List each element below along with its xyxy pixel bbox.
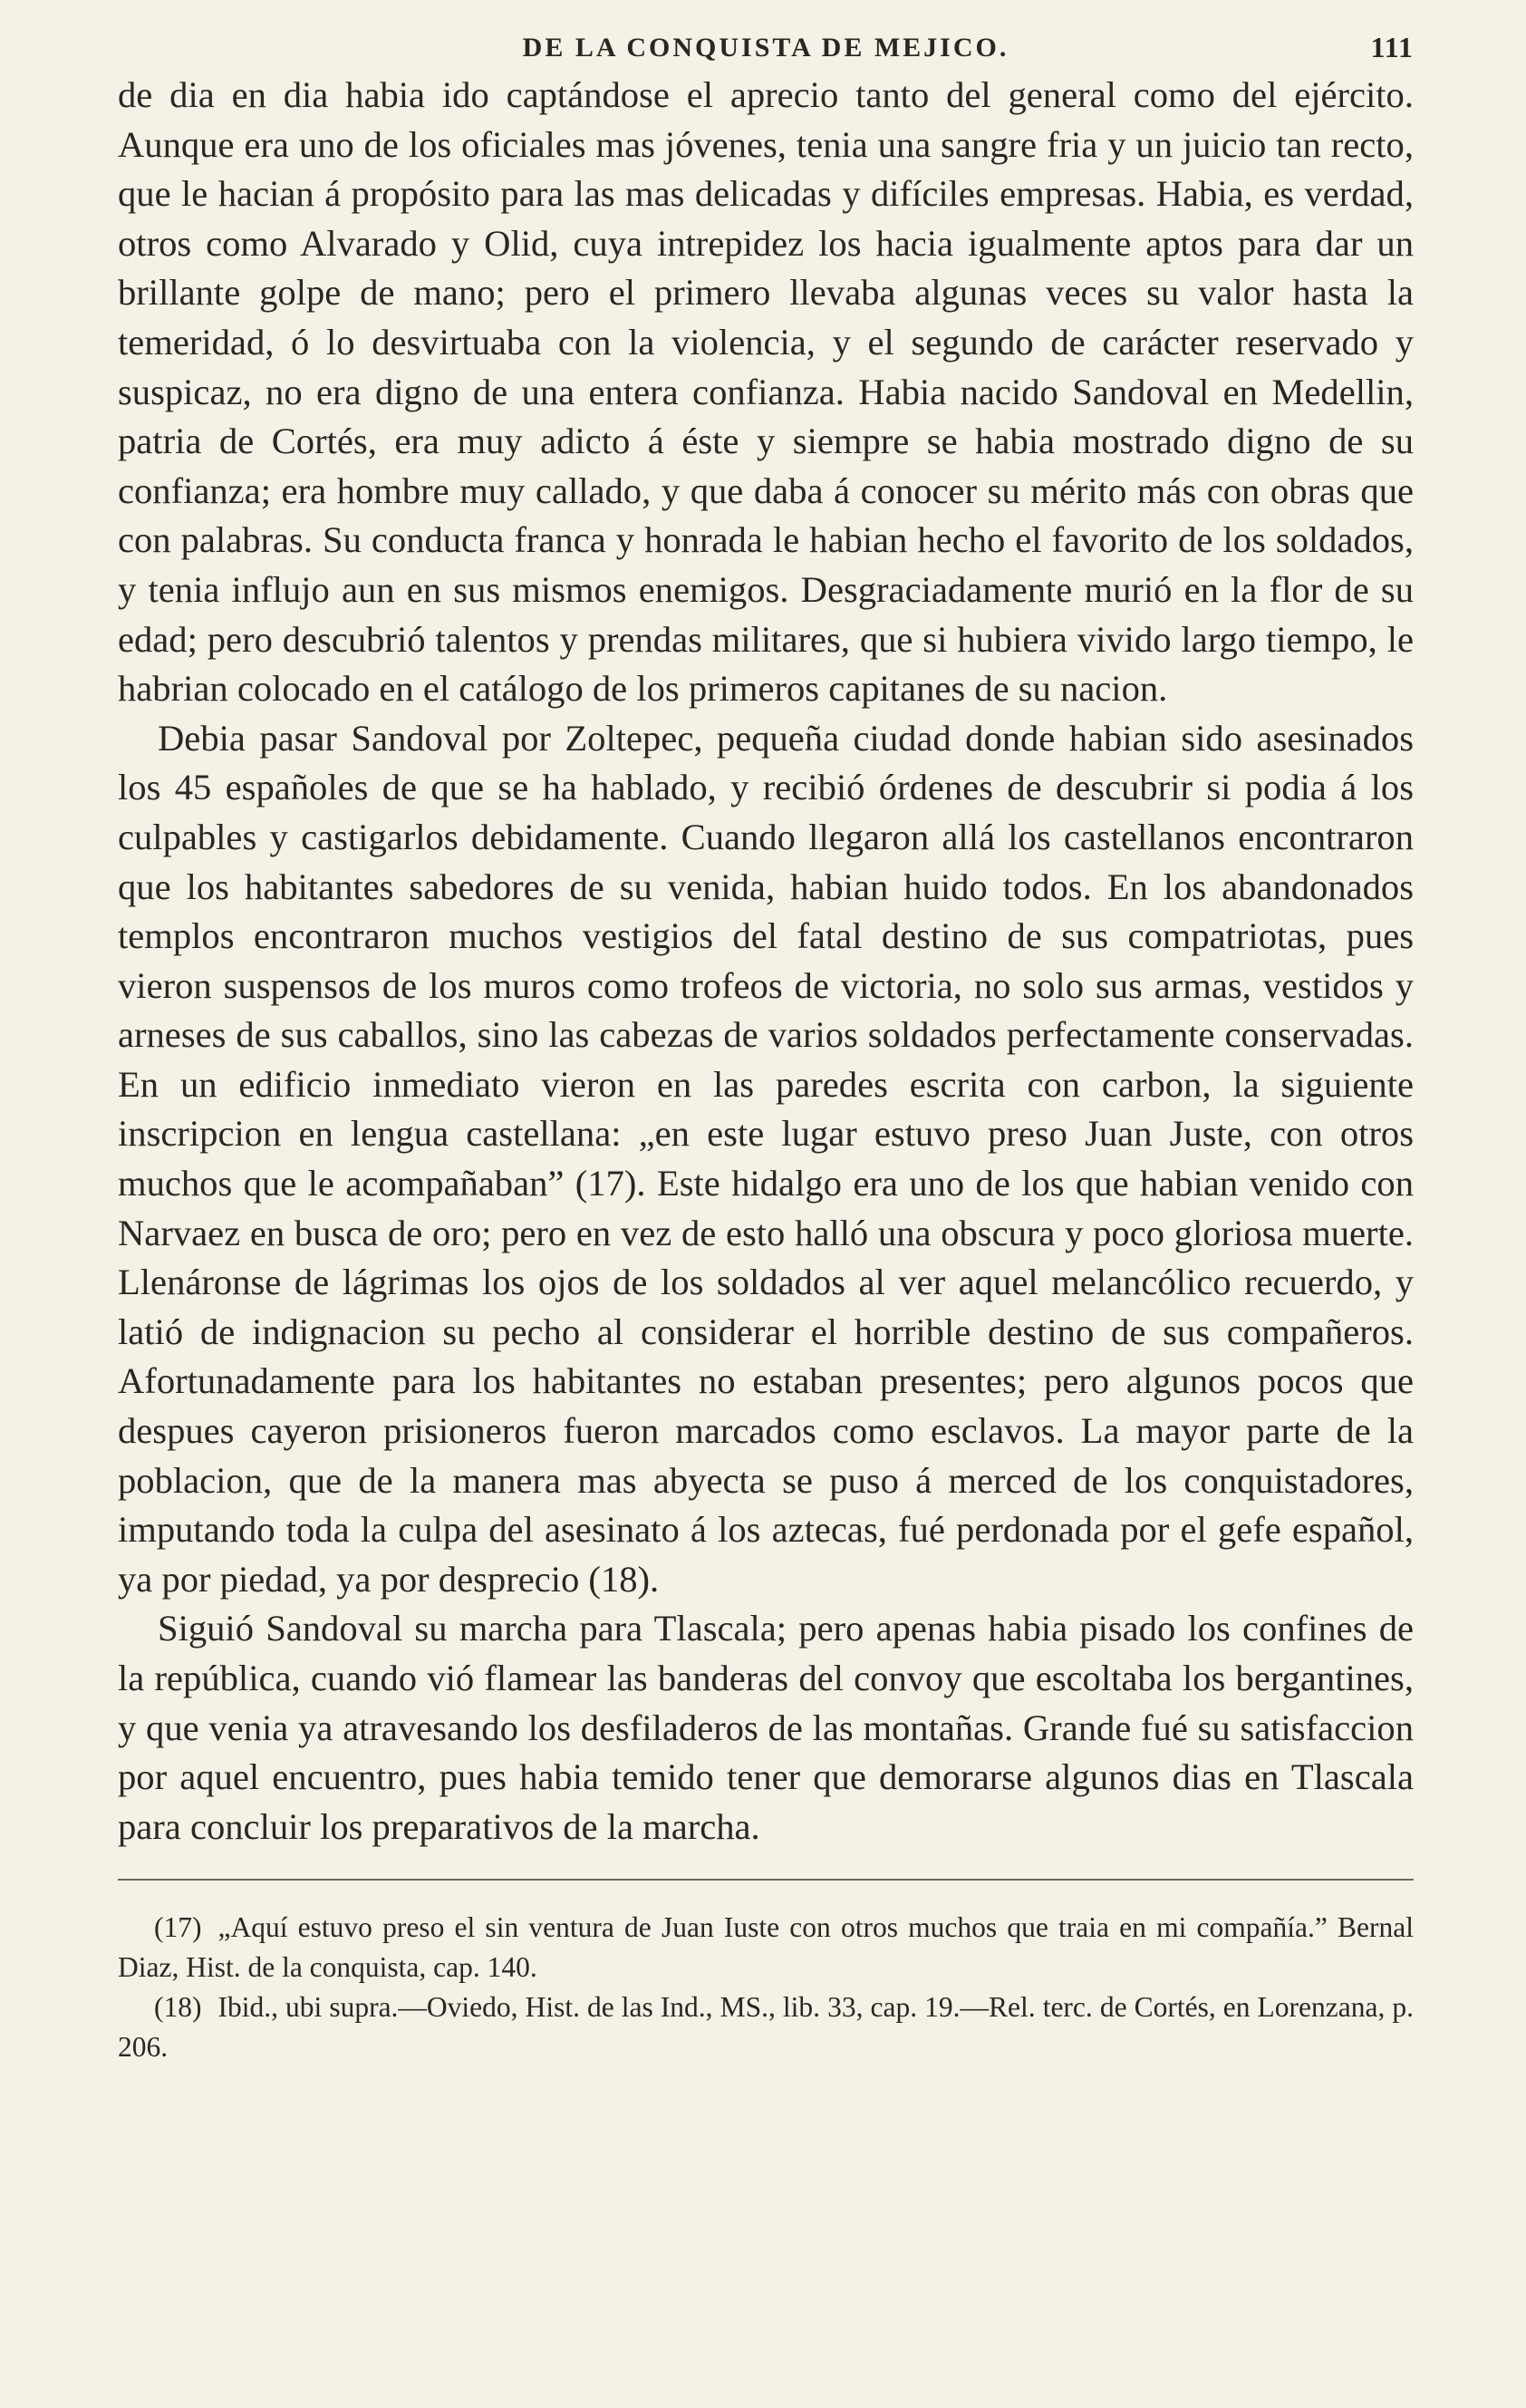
paragraph-3: Siguió Sandoval su marcha para Tlascala; pero apenas habia pisado los confines de la república, cuando vió flamear las banderas del convoy que escoltaba los bergantines, y que venia ya atravesando los desfiladeros de las montañas. Grande fué su satisfaccion por aquel encuentro, pues habia temido tener que demorarse algunos dias en Tlascala para concluir los preparativos de la marcha.: [118, 1608, 1414, 1847]
page-number: 111: [1370, 31, 1414, 63]
footnote-text: „Aquí estuvo preso el sin ventura de Juan Iuste con otros muchos que traia en mi compañía.” Bernal Diaz, Hist. de la conquista, cap. 140.: [118, 1911, 1414, 1984]
footnote-18: [118, 1987, 1414, 2067]
footnote-marker: (18): [154, 1991, 202, 2024]
footnote-17: [118, 1908, 1414, 1987]
footnote-divider: [118, 1879, 1414, 1881]
footnote-marker: (17): [154, 1911, 202, 1944]
paragraph-1: de dia en dia habia ido captándose el aprecio tanto del general como del ejército. Aunque era uno de los oficiales mas jóvenes, tenia una sangre fria y un juicio tan recto, que le hacian á propósito para las mas delicadas y difíciles empresas. Habia, es verdad, otros como Alvarado y Olid, cuya intrepidez los hacia igualmente aptos para dar un brillante golpe de mano; pero el primero llevaba algunas veces su valor hasta la temeridad, ó lo desvirtuaba con la violencia, y el segundo de carácter reservado y suspicaz, no era digno de una entera confianza. Habia nacido Sandoval en Medellin, patria de Cortés, era muy adicto á éste y siempre se habia mostrado digno de su confianza; era hombre muy callado, y que daba á conocer su mérito más con obras que con palabras. Su conducta franca y honrada le habian hecho el favorito de los soldados, y tenia influjo aun en sus mismos enemigos. Desgraciadamente murió en la flor de su edad; pero descubrió talentos y prendas militares, que si hubiera vivido largo tiempo, le habrian colocado en el catálogo de los primeros capitanes de su nacion.: [118, 74, 1414, 710]
body-text: [118, 71, 1414, 1852]
footnote-text: Ibid., ubi supra.—Oviedo, Hist. de las Ind., MS., lib. 33, cap. 19.—Rel. terc. de Cortés, en Lorenzana, p. 206.: [118, 1991, 1414, 2064]
running-head-title: DE LA CONQUISTA DE MEJICO.: [522, 33, 1009, 63]
paragraph-2: Debia pasar Sandoval por Zoltepec, pequeña ciudad donde habian sido asesinados los 45 españoles de que se ha hablado, y recibió órdenes de descubrir si podia á los culpables y castigarlos debidamente. Cuando llegaron allá los castellanos encontraron que los habitantes sabedores de su venida, habian huido todos. En los abandonados templos encontraron muchos vestigios del fatal destino de sus compatriotas, pues vieron suspensos de los muros como trofeos de victoria, no solo sus armas, vestidos y arneses de sus caballos, sino las cabezas de varios soldados perfectamente conservadas. En un edificio inmediato vieron en las paredes escrita con carbon, la siguiente inscripcion en lengua castellana: „en este lugar estuvo preso Juan Juste, con otros muchos que le acompañaban” (17). Este hidalgo era uno de los que habian venido con Narvaez en busca de oro; pero en vez de esto halló una obscura y poco gloriosa muerte. Llenáronse de lágrimas los ojos de los soldados al ver aquel melancólico recuerdo, y latió de indignacion su pecho al considerar el horrible destino de sus compañeros. Afortunadamente para los habitantes no estaban presentes; pero algunos pocos que despues cayeron prisioneros fueron marcados como esclavos. La mayor parte de la poblacion, que de la manera mas abyecta se puso á merced de los conquistadores, imputando toda la culpa del asesinato á los aztecas, fué perdonada por el gefe español, ya por piedad, ya por desprecio (18).: [118, 717, 1414, 1600]
running-head: [118, 25, 1414, 71]
book-page: [118, 25, 1414, 2067]
footnotes: [118, 1908, 1414, 2067]
